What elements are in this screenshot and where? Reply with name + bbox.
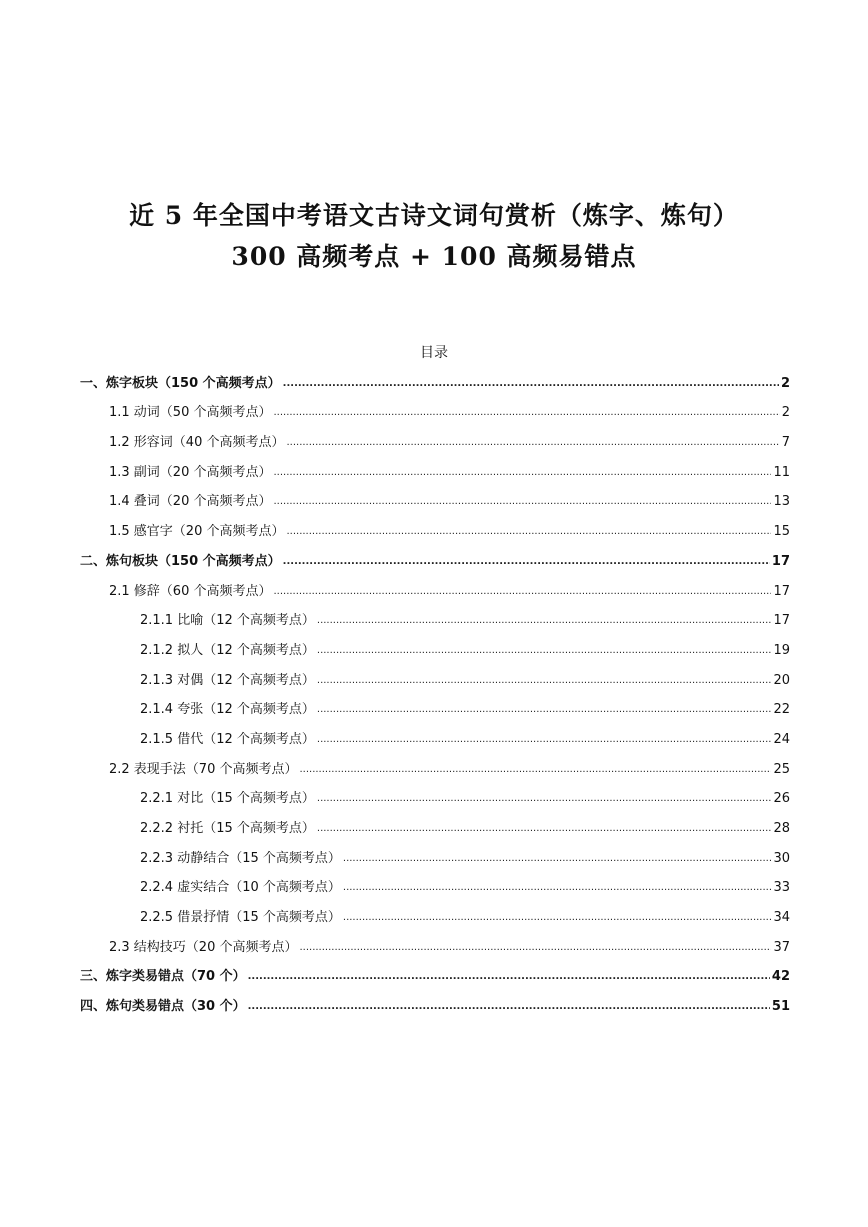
toc-entry-label: 四、炼句类易错点（30 个） xyxy=(80,999,246,1015)
toc-entry-label: 2.1.5 借代（12 个高频考点） xyxy=(140,731,315,747)
toc-dot-leader xyxy=(317,700,772,720)
toc-entry-label: 2.1.3 对偶（12 个高频考点） xyxy=(140,672,315,688)
toc-entry-page-number: 17 xyxy=(771,553,790,569)
toc-entry-page-number: 19 xyxy=(773,642,790,658)
toc-entry[interactable] xyxy=(0,928,868,958)
toc-dot-leader xyxy=(317,671,772,691)
toc-entry-page-number: 51 xyxy=(771,999,790,1015)
toc-entry-label: 2.2.2 衬托（15 个高频考点） xyxy=(140,821,315,836)
toc-entry[interactable] xyxy=(0,691,868,721)
toc-entry[interactable] xyxy=(0,453,868,483)
toc-dot-leader xyxy=(273,492,771,512)
toc-dot-leader xyxy=(317,789,772,809)
toc-entry[interactable] xyxy=(0,394,868,424)
toc-dot-leader xyxy=(286,522,771,542)
toc-entry-label: 1.1 动词（50 个高频考点） xyxy=(109,405,272,421)
toc-dot-leader xyxy=(299,760,771,780)
toc-entry-page-number: 30 xyxy=(773,850,790,866)
document-title-line-2: 300 高频考点 + 100 高频易错点 xyxy=(231,242,637,271)
table-of-contents xyxy=(0,364,868,1017)
toc-entry-page-number: 2 xyxy=(781,405,790,421)
toc-entry[interactable] xyxy=(0,512,868,542)
toc-entry-label: 三、炼字类易错点（70 个） xyxy=(80,969,246,985)
toc-entry-page-number: 2 xyxy=(780,375,790,391)
toc-entry-page-number: 26 xyxy=(773,791,790,807)
toc-dot-leader xyxy=(248,997,770,1017)
toc-entry[interactable] xyxy=(0,958,868,988)
toc-entry-label: 2.2 表现手法（70 个高频考点） xyxy=(109,761,298,777)
toc-dot-leader xyxy=(317,611,772,631)
toc-dot-leader xyxy=(317,641,772,661)
toc-entry-page-number: 7 xyxy=(781,435,790,451)
toc-entry[interactable] xyxy=(0,542,868,572)
toc-entry-page-number: 33 xyxy=(773,880,790,896)
toc-dot-leader xyxy=(273,582,771,602)
toc-dot-leader xyxy=(299,938,771,958)
toc-entry-page-number: 22 xyxy=(773,702,790,718)
toc-entry-page-number: 17 xyxy=(773,583,790,599)
toc-entry[interactable] xyxy=(0,750,868,780)
toc-entry[interactable] xyxy=(0,987,868,1017)
toc-entry-page-number: 11 xyxy=(773,464,790,480)
toc-entry-page-number: 25 xyxy=(773,761,790,777)
toc-entry[interactable] xyxy=(0,364,868,394)
toc-entry[interactable] xyxy=(0,720,868,750)
toc-entry-page-number: 13 xyxy=(773,494,790,510)
toc-entry-label: 2.1.4 夸张（12 个高频考点） xyxy=(140,702,315,718)
toc-dot-leader xyxy=(343,908,772,928)
document-title-line-1: 近 5 年全国中考语文古诗文词句赏析（炼字、炼句） xyxy=(129,201,739,230)
toc-dot-leader xyxy=(283,552,770,572)
toc-dot-leader xyxy=(343,849,772,869)
toc-entry-page-number: 42 xyxy=(771,969,790,985)
toc-dot-leader xyxy=(317,819,772,839)
toc-entry[interactable] xyxy=(0,631,868,661)
toc-entry[interactable] xyxy=(0,602,868,632)
toc-entry-label: 1.3 副词（20 个高频考点） xyxy=(109,464,272,480)
toc-dot-leader xyxy=(273,403,779,423)
toc-entry-page-number: 37 xyxy=(773,939,790,955)
toc-entry-label: 2.2.3 动静结合（15 个高频考点） xyxy=(140,850,341,866)
toc-entry[interactable] xyxy=(0,780,868,810)
toc-entry[interactable] xyxy=(0,572,868,602)
toc-entry-label: 一、炼字板块（150 个高频考点） xyxy=(80,375,281,391)
toc-dot-leader xyxy=(248,967,770,987)
toc-entry[interactable] xyxy=(0,423,868,453)
toc-dot-leader xyxy=(273,463,771,483)
toc-entry-page-number: 34 xyxy=(773,910,790,926)
toc-entry-label: 2.2.5 借景抒情（15 个高频考点） xyxy=(140,910,341,926)
toc-entry[interactable] xyxy=(0,483,868,513)
toc-entry-label: 2.1.2 拟人（12 个高频考点） xyxy=(140,642,315,658)
toc-entry-label: 1.4 叠词（20 个高频考点） xyxy=(109,494,272,510)
toc-dot-leader xyxy=(286,433,779,453)
toc-dot-leader xyxy=(343,878,772,898)
toc-entry[interactable] xyxy=(0,839,868,869)
toc-entry-page-number: 24 xyxy=(773,731,790,747)
toc-entry-label: 2.2.1 对比（15 个高频考点） xyxy=(140,791,315,807)
toc-entry-page-number: 20 xyxy=(773,672,790,688)
toc-heading: 目录 xyxy=(420,345,448,361)
toc-entry-page-number: 17 xyxy=(773,613,790,629)
toc-entry[interactable] xyxy=(0,869,868,899)
toc-dot-leader xyxy=(317,730,772,750)
toc-entry[interactable] xyxy=(0,809,868,839)
toc-entry[interactable] xyxy=(0,661,868,691)
toc-entry-label: 1.2 形容词（40 个高频考点） xyxy=(109,435,285,451)
toc-entry-label: 2.3 结构技巧（20 个高频考点） xyxy=(109,939,298,955)
toc-entry-label: 2.1.1 比喻（12 个高频考点） xyxy=(140,613,315,629)
toc-entry[interactable] xyxy=(0,898,868,928)
toc-entry-page-number: 15 xyxy=(773,524,790,540)
toc-entry-page-number: 28 xyxy=(773,821,790,836)
toc-entry-label: 二、炼句板块（150 个高频考点） xyxy=(80,553,281,569)
toc-entry-label: 2.1 修辞（60 个高频考点） xyxy=(109,583,272,599)
toc-entry-label: 2.2.4 虚实结合（10 个高频考点） xyxy=(140,880,341,896)
toc-dot-leader xyxy=(283,374,779,394)
toc-entry-label: 1.5 感官字（20 个高频考点） xyxy=(109,524,285,540)
